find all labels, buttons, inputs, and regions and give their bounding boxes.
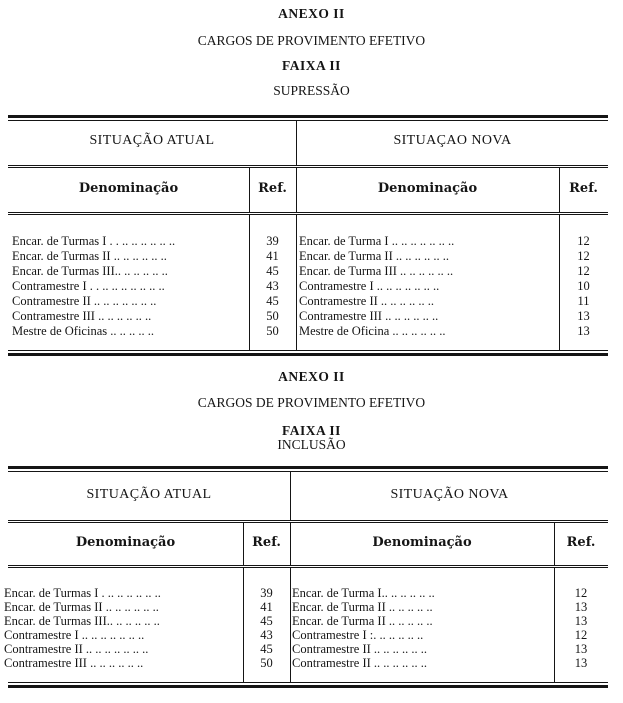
annex-2-title: ANEXO II (278, 369, 345, 384)
annex-1-action: SUPRESSÃO (273, 83, 350, 98)
annex-2-action: INCLUSÃO (277, 437, 346, 452)
table-row: Contramestre I .. .. .. .. .. .. .. 43 Contramestre I :. .. .. .. .. .. 12 (4, 628, 588, 642)
table-row: Contramestre II .. .. .. .. .. .. .. 45 Contramestre II .. .. .. .. .. .. 13 (4, 642, 588, 656)
table-row: Encar. de Turmas III.. .. .. .. .. .. 45 Encar. de Turma II .. .. .. .. .. 13 (4, 614, 588, 628)
table-row: Contramestre II .. .. .. .. .. .. .. 45 Contramestre II .. .. .. .. .. .. 11 (12, 294, 590, 308)
table-row: Encar. de Turmas II .. .. .. .. .. .. 41 Encar. de Turma II .. .. .. .. .. .. 12 (12, 249, 590, 263)
annex-1-title: ANEXO II (278, 6, 345, 21)
annex-1-table (8, 115, 608, 360)
annex-1-current-heading: SITUAÇÃO ATUAL (89, 133, 215, 148)
table-row: Encar. de Turmas II .. .. .. .. .. .. 41 Encar. de Turma II .. .. .. .. .. 13 (4, 600, 588, 614)
annex-1-name-header-new: Denominação (377, 181, 478, 196)
annex-2-table (4, 466, 608, 698)
table-row: Contramestre III .. .. .. .. .. .. 50 Contramestre III .. .. .. .. .. .. 13 (12, 309, 590, 323)
annex-1-name-header-current: Denominação (78, 181, 179, 196)
annex-2-subtitle: CARGOS DE PROVIMENTO EFETIVO (197, 395, 426, 410)
annex-1-subtitle: CARGOS DE PROVIMENTO EFETIVO (197, 33, 426, 48)
table-row: Contramestre III .. .. .. .. .. .. 50 Contramestre II .. .. .. .. .. .. 13 (4, 656, 588, 670)
table-row: Encar. de Turmas I . . .. .. .. .. .. .. 39 Encar. de Turma I .. .. .. .. .. .. .. 12 (12, 234, 590, 248)
annex-2-ref-header-current: Ref. (252, 535, 281, 550)
annex-2-ref-header-new: Ref. (566, 535, 596, 550)
annex-1-new-heading: SITUAÇAO NOVA (393, 133, 512, 148)
table-row: Contramestre I . . .. .. .. .. .. .. .. 43 Contramestre I .. .. .. .. .. .. .. 10 (12, 279, 590, 293)
table-row: Encar. de Turmas III.. .. .. .. .. .. 45 Encar. de Turma III .. .. .. .. .. .. 12 (12, 264, 590, 278)
annex-1-ref-header-current: Ref. (258, 181, 287, 196)
annex-2-current-heading: SITUAÇÃO ATUAL (86, 487, 212, 502)
annex-1-ref-header-new: Ref. (569, 181, 598, 196)
annex-2-name-header-new: Denominação (372, 535, 472, 550)
annex-2-band: FAIXA II (282, 423, 341, 438)
annex-2-new-heading: SITUAÇÃO NOVA (390, 487, 509, 502)
table-row: Mestre de Oficinas .. .. .. .. .. 50 Mestre de Oficina .. .. .. .. .. .. 13 (12, 324, 590, 338)
annex-2-name-header-current: Denominação (75, 535, 176, 550)
annex-1-band: FAIXA II (282, 58, 341, 73)
table-row: Encar. de Turmas I . .. .. .. .. .. .. 39 Encar. de Turma I.. .. .. .. .. .. 12 (4, 586, 588, 600)
